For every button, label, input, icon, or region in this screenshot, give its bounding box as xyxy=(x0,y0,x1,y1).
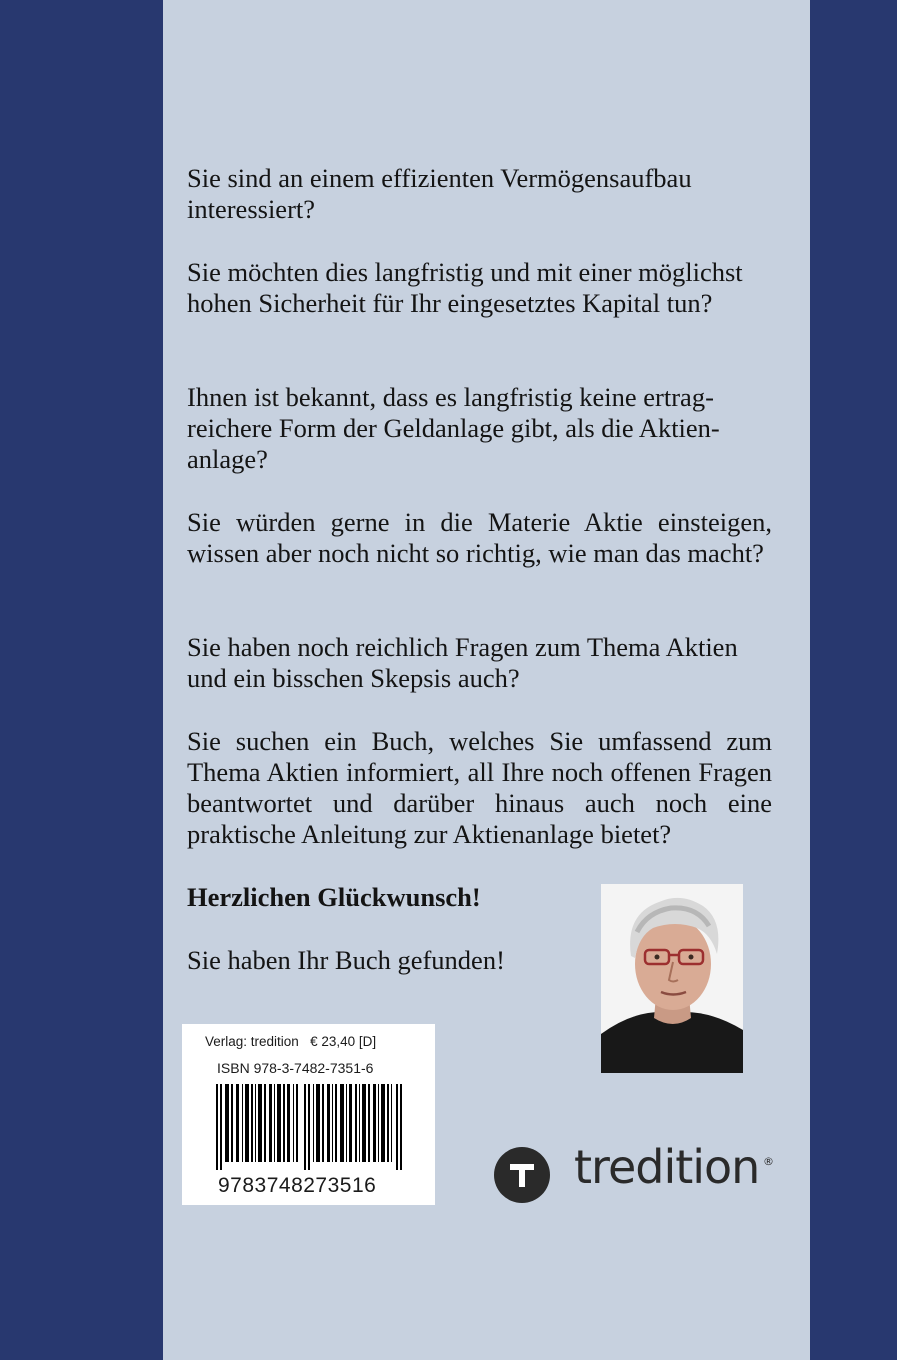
publisher-label: Verlag: tredition xyxy=(205,1034,299,1049)
congrats-heading: Herzlichen Glückwunsch! xyxy=(187,882,481,912)
publisher-price-line xyxy=(205,1034,376,1049)
blurb-paragraph-2: Sie möchten dies langfristig und mit einer möglichst hohen Sicherheit für Ihr eingesetztes Kapital tun? xyxy=(187,257,743,318)
blurb-paragraph-5: Sie haben noch reichlich Fragen zum Thema Aktien und ein bisschen Skepsis auch? xyxy=(187,632,738,693)
tredition-logo-icon xyxy=(494,1147,550,1203)
registered-mark: ® xyxy=(763,1155,774,1168)
found-text: Sie haben Ihr Buch gefunden! xyxy=(187,945,505,975)
author-photo xyxy=(601,884,743,1073)
blurb-paragraph-4: Sie würden gerne in die Materie Aktie einsteigen, wissen aber noch nicht so richtig, wie man das macht? xyxy=(187,507,772,568)
tredition-logo-text: tredition xyxy=(574,1140,760,1194)
isbn-label: ISBN 978-3-7482-7351-6 xyxy=(217,1060,374,1076)
blurb-paragraph-6: Sie suchen ein Buch, welches Sie umfassend zum Thema Aktien informiert, all Ihre noch offenen Fragen beantwortet und darüber hinaus auch noch eine praktische Anleitung zur Aktienanlage bietet? xyxy=(187,726,772,849)
blurb-paragraph-1: Sie sind an einem effizienten Vermögensaufbau interessiert? xyxy=(187,163,692,224)
price-label: € 23,40 [D] xyxy=(310,1034,377,1049)
isbn-barcode-box xyxy=(182,1024,435,1205)
barcode-digits: 9783748273516 xyxy=(218,1174,377,1197)
blurb-paragraph-3: Ihnen ist bekannt, dass es langfristig keine ertrag-reichere Form der Geldanlage gibt, als die Aktien-anlage? xyxy=(187,382,720,474)
barcode-bars xyxy=(216,1084,402,1170)
